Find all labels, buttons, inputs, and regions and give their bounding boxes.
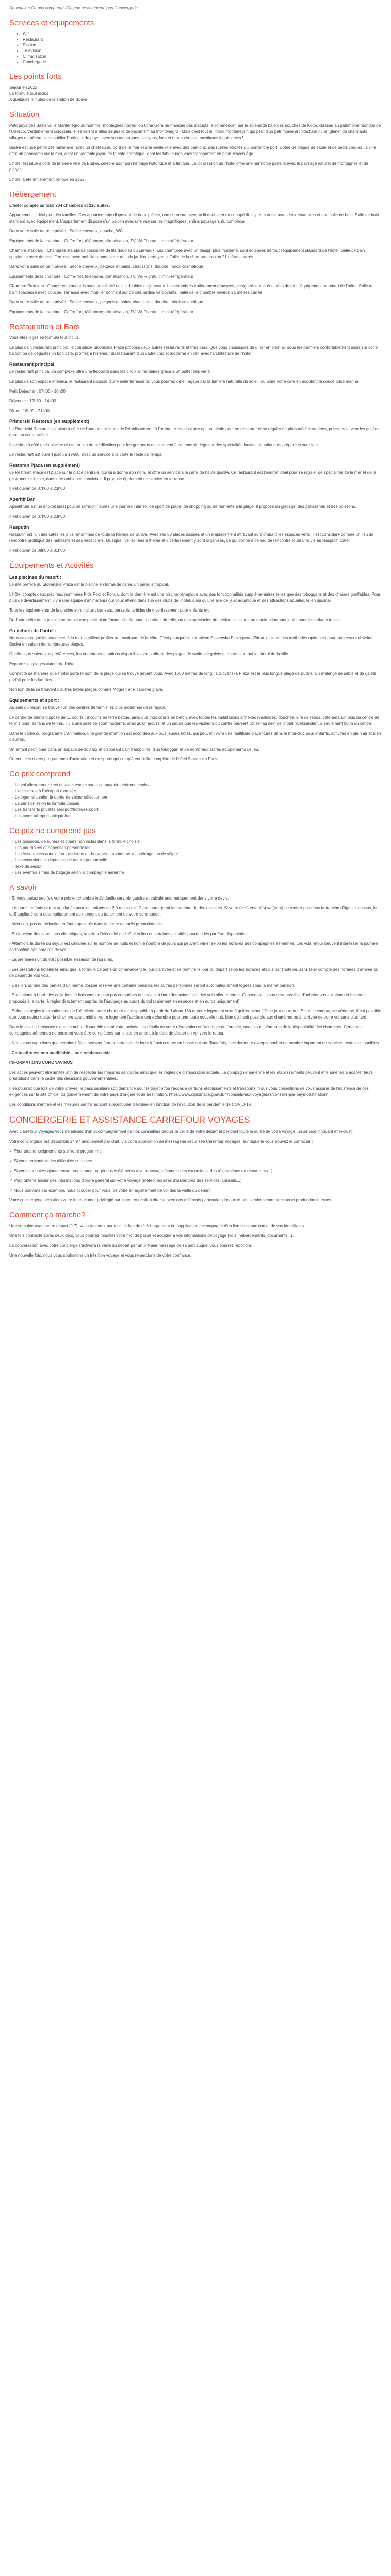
services-list <box>9 31 382 65</box>
dining-section <box>9 323 382 554</box>
strong-points-title: Les points forts <box>9 72 62 81</box>
activities-subtitle: En dehors de l'hôtel : <box>9 628 57 633</box>
lodging-paragraph: Appartement : Idéal pour les familles. Ces appartements disposent de deux pièces, une chambre avec un lit double et un canapé-lit. Il y en a aussi avec deux chambres et une salle de bain. Salle de bain standard avec équipement. L'appartement dispose d'un balcon avec une vue sur les magnifiques jardins paysagers du complexe. <box>9 213 379 224</box>
activities-paragraph: Ce sont ces divers programmes d'animation et de sports qui complètent l'offre complète de l'hôtel Slovenska Plaza. <box>9 757 220 761</box>
activities-paragraph: Nous savons que les vacances à la mer signifient profiter au maximum de la côte. C'est pourquoi le complexe Slovenska Plaza peut offrir aux clients des méthodes optimales pour tous ceux qui visitent Budva en saison de nombreuses plages. <box>9 636 375 647</box>
dining-subtitle: Restoran Pjaca (en supplément) <box>9 463 80 468</box>
lodging-paragraph: Equipements de la chambre : Coffre-fort, téléphone, climatisation, TV, Wi-Fi gratuit, mini-réfrigérateur <box>9 274 193 279</box>
list-item: - Le vol aller/retour direct ou avec escale sur la compagnie aérienne choisie <box>12 783 151 787</box>
concierge-section <box>9 1115 382 1204</box>
product-description <box>0 0 391 1259</box>
list-item: - Le logement selon la durée de séjour sélectionnée <box>12 795 107 800</box>
concierge-check-item: ✓ Pour tous renseignements sur votre programme <box>9 1149 102 1154</box>
dining-paragraph: Il se situe à côté de la piscine et est un lieu de prédilection pour les gourmets qui viennent à cet endroit déguster des spécialités locales et nationales préparées sur place. <box>9 443 320 447</box>
list-item: - L'assistance à l'aéroport d'arrivée <box>12 789 76 793</box>
price-excludes-title: Ce prix ne comprend pas <box>9 826 96 835</box>
lodging-paragraph: Equipements de la chambre : Coffre-fort, téléphone, climatisation, TV, Wi-Fi gratuit, mini-réfrigérateur <box>9 239 193 243</box>
note-paragraph: - Selon les règles internationales de l'hôtellerie, votre chambre est disponible à partir de 14h ou 15h et votre logement sera à quitter avant 12h le jour du retour. Selon la compagnie aérienne, il est possible que vous deviez quitter la chambre avant midi et votre logement l'accès à votre chambre pour une toute nouvelle nuit, bien qu'il soit possible aux chambres ou à l'arrivée de votre vol sans plus tard. <box>9 1009 382 1020</box>
list-item: - Les Assurances annulation - assistance - bagages - rapatriement - prolongation de séjour <box>12 852 178 856</box>
list-item: - La pension selon la formule choisie <box>12 801 79 806</box>
activities-subtitle: Équipements et sport : <box>9 698 60 703</box>
covid-title: INFORMATIONS CORONAVIRUS <box>9 1060 73 1065</box>
price-includes-list <box>9 782 382 819</box>
covid-paragraph: Les accès peuvent être limités afin de respecter les mesures sanitaires ainsi que les règles de distanciation sociale. La compagnie aérienne et les établissements peuvent être amenés à adapter leurs prestations dans le cadre des décisions gouvernementales. <box>9 1070 373 1081</box>
concierge-title: CONCIERGERIE ET ASSISTANCE CARREFOUR VOYAGES <box>9 1115 250 1125</box>
dining-hours: Dîner : 18h00 - 21h00 <box>9 409 50 413</box>
strong-points-section <box>9 72 382 103</box>
how-paragraph: Une semaine avant votre départ (J-7), vous recevrez par mail, le lien de téléchargement de l'application accompagné d'un lien de connexion et de vos identifiants. <box>9 1224 305 1228</box>
dining-paragraph: Il est ouvert de 07h00 à 23h00. <box>9 486 67 491</box>
dining-paragraph: Vous êtes logés en formule tout inclus. <box>9 335 80 340</box>
concierge-paragraph: Votre conciergerie est disponible 24h/7 uniquement par chat, via votre application de messagerie sécurisée Carrefour Voyages, sur laquelle vous pouvez le contacter : <box>9 1139 313 1144</box>
activities-paragraph: Au sein du resort, se trouve l'un des centres de tennis les plus modernes de la région. <box>9 705 166 710</box>
concierge-check-item: ✓ Si vous souhaitez ajouter votre programme ou gérer des éléments à votre voyage (comme des excursions, des réservations de restaurants...) <box>9 1168 273 1173</box>
dining-subtitle: Rasputin <box>9 524 29 530</box>
dining-paragraph: Il est ouvert de 07h00 à 23h00. <box>9 514 67 519</box>
covid-paragraph: Il se pourrait que lors de votre arrivée, le pass sanitaire soit demandé pour le trajet et/ou l'accès à certains établissements et transports. Nous vous conseillons de vous assurer de l'existence de ces exigences sur le site officiel du gouvernement de votre pays d'origine et de destination, https://www.diplomatie.gouv.fr/fr/conseils-aux-voyageurs/conseils-par-pays-destination/ <box>9 1086 369 1097</box>
activities-paragraph: Explorez les plages autour de l'hôtel : <box>9 662 78 666</box>
breadcrumb: Description Ce prix comprend / Ce prix ne comprend pas Conciergerie <box>9 6 138 10</box>
price-excludes-list <box>9 839 382 876</box>
concierge-paragraph: Avec Carrefour Voyages vous bénéficiez d'un accompagnement de nos conseillers depuis la veille de votre départ et pendant toute la durée de votre voyage, un service innovant et exclusif. <box>9 1129 354 1134</box>
concierge-check-item: ✓ Si vous rencontrez des difficultés sur place <box>9 1159 92 1163</box>
situation-paragraph: Budva est une petite cité millénaire, avec un château au bord de la mer et une vieille ville avec des bastions, des ruelles étroites qui bordent le port. Dotée de plages de sable et de petits criques, la ville offre un panorama sur la mer, c'est un véritable joyau de la côte adriatique, dont les fabuleuses vues transportent en plein Moyen Âge. <box>9 145 376 156</box>
dining-subtitle: Primorski Restoran (en supplément) <box>9 419 90 424</box>
concierge-check-item: ✓ Pour obtenir ancier des informations d'ordre général sur votre voyage (météo, horaires d'ouvertures des services, conseils...) <box>9 1178 242 1183</box>
dining-paragraph: Il est ouvert de 08h00 à 01h00. <box>9 548 67 553</box>
services-section <box>9 19 382 65</box>
situation-paragraph: L'hôtel est situé à côté de la vieille ville de Budva, célèbre pour son héritage historique et artistique. La localisation de l'hôtel offre une harmonie parfaite avec le paysage naturel de montagnes et de plages. <box>9 161 368 172</box>
list-item: • Conciergerie <box>23 59 382 65</box>
note-paragraph: - En fonction des conditions climatiques, la ville a l'efficacité de l'hôtel et lieu et certaines activités pourront les par être disponibles. <box>9 931 248 936</box>
activities-paragraph: Connecté de manière que l'hôtel porte le nom de la plage qui se trouve devant vous. Avec 1600 mètres de long, la Slovenska Plaza est la plus longue plage de Budva. Un mélange de sable et de galets : parfait pour les familles. <box>9 671 379 682</box>
activities-paragraph: Tous les équipements de la piscine sont inclus : transats, parasols, articles de divertissement pour enfants etc. <box>9 608 211 613</box>
activities-section <box>9 561 382 762</box>
list-item: - Les boissons, déjeuners et dîners non inclus dans la formule choisie <box>12 839 140 844</box>
price-excludes-section <box>9 826 382 876</box>
note-paragraph: - Attention, la durée du séjour est calculée sur le nombre de nuits et non le nombre de jours qui peuvent varier selon les horaires des compagnies aériennes. Les vols retour peuvent intéresser la journée en fonction des horaires de vol. <box>9 941 378 952</box>
activities-paragraph: Dans le cadre du programme d'animation, une grande attention est accordée aux plus jeunes hôtes, qui peuvent vivre une multitude d'aventures dans le mini-club pour enfants, activités en plein air et bien d'autres. <box>9 731 381 742</box>
lodging-paragraph: Dans votre salle de bain privée : Sèche-cheveux, douche, WC <box>9 229 123 233</box>
covid-paragraph: Les conditions d'entrée et les mesures sanitaires sont susceptibles d'évoluer en fonction de l'évolution de la pandémie de COVID-19. <box>9 1102 252 1107</box>
dining-title: Restauration et Bars <box>9 323 80 331</box>
note-paragraph: - Les prestations hôtelières ainsi que la formule de pension commencent le jour d'arrivée et se termine le jour du départ selon les horaires établis par l'hôtelier, sans tenir compte des horaires d'arrivée ou de départ de vos vols. <box>9 967 379 978</box>
concierge-paragraph: Votre conciergerie sera alors votre interlocuteur privilégié sur place en relation directe avec nos différents partenaires locaux et nos services commerciaux et production internes. <box>9 1198 332 1202</box>
how-paragraph: Une fois connecté après deux clics, vous pourrez modifier votre mot de passe et accéder à vos informations de voyage (vols, hébergements, documents...). <box>9 1233 294 1238</box>
lodging-paragraph: Dans votre salle de bain privée : Sèche-cheveux, peignoir et bains, chaussons, douche, miroir cosmétique <box>9 264 203 269</box>
note-paragraph: - Attention, pas de réduction enfant applicable dans le cadre de tarifs promotionnels. <box>9 922 163 926</box>
activities-paragraph: Non loin de là se trouvent d'autres belles plages comme Mogren et Ričardova glava. <box>9 687 164 692</box>
dining-paragraph: Le Primorski Restoran est situé à côté de l'une des piscines de l'établissement, à l'ombre, c'est ainsi une option idéale pour se restaurer et se régaler de plats méditerranéens, poissons et viandes grillées, dans un cadre raffiné. <box>9 427 381 437</box>
dining-paragraph: En plus d'un restaurant principal, le complexe Slovenska Plaza propose deux autres restaurants et trois bars. Que vous choisissiez de dîner en plein air sous les palmiers confortablement assis sur votre balcon ou de déguster un bon café, profitez à l'intérieur du restaurant d'un cadre chic et moderne en lien avec l'architecture de l'hôtel. <box>9 345 378 356</box>
list-item: La formule tout inclus <box>9 91 49 96</box>
situation-title: Situation <box>9 110 40 119</box>
list-item: - Les éventuels frais de bagage selon la compagnie aérienne <box>12 870 124 875</box>
lodging-paragraph: Chambre Premium : Chambres standards avec possibilité de lits doubles ou jumeaux. Les chambres entièrement rénovées, design récent et équipées de tout l'équipement standard de l'hôtel. Salle de bain spacieuse avec douche. Terrasse avec mobilier donnant sur de jolis jardins verdoyants. Taille de la chambre environ 21 mètres carrés. <box>9 284 374 295</box>
list-item: Séjour en 2022 <box>9 85 38 90</box>
list-item: • Climatisation <box>23 54 382 59</box>
situation-section <box>9 110 382 183</box>
dining-hours: Déjeuner : 12h30 - 14h00 <box>9 399 56 403</box>
activities-paragraph: Un enfant peut jouer dans un espace de 300 m2 et disposant d'un trampoline, d'un toboggan et de nombreux autres équipements de jeu. <box>9 747 259 752</box>
dining-subtitle: Aperitif Bar <box>9 497 35 502</box>
dining-paragraph: En plus de son espace intérieur, le restaurant dispose d'une belle terrasse où vous pourrez dîner, égayé par la lumière naturelle du soleil, ou boire votre café en écoutant la douce brise marine. <box>9 379 360 384</box>
situation-paragraph: L'hôtel a été entièrement rénové en 2022. <box>9 177 86 182</box>
activities-paragraph: Le site préféré du Slovenska Plaza est la piscine en forme de carré, un paradis tropical. <box>9 582 169 587</box>
dining-paragraph: Rasputin est l'un des cafés les plus renommés de toute la Riviera de Budva. Avec ses 50 places assises et un emplacement attrayant surplombant les espaces verts, il est considéré comme un lieu de rencontre prolifique des habitants et des vacanciers. Musique live, soirées à thème et divertissement y sont organisés, ce qui donne à ce lieu de rencontre toute une vie au Rasputin Café. <box>9 532 374 543</box>
strong-points-list <box>9 84 382 103</box>
activities-paragraph: Le centre de tennis dispose de 11 courts ; 8 courts en terre battue, ainsi que trois courts en béton, avec toutes les installations annexes (vestiaires, douches, aire de repos, café-bar). En plus du centre de tennis pour les fans de tennis, il y a une salle de sport moderne, ainsi qu'un jacuzzi et un sauna que les visiteurs du centre peuvent utiliser au sein de l'hôtel "Aleksandar", à seulement 50 m du centre. <box>9 715 380 726</box>
lodging-section <box>9 190 382 315</box>
how-it-works-title: Comment ça marche? <box>9 1211 86 1219</box>
concierge-check-item: ✓ Nous pouvons par exemple, nous occuper pour vous, de votre enregistrement de vol dès la veille du départ <box>9 1188 210 1193</box>
price-includes-section <box>9 770 382 819</box>
lodging-paragraph: Chambre standard : Chambres standards possibilité de lits doubles ou jumeaux. Les chambres avec un design plus moderne, sont équipées de tout l'équipement standard de l'hôtel. Salle de bain spacieuse avec douche. Terrasse avec mobilier donnant sur de jolis jardins verdoyants. Taille de la chambre environ 21 mètres carrés. <box>9 248 365 259</box>
activities-subtitle: Les piscines du resort : <box>9 574 62 580</box>
dining-subtitle: Restaurant principal <box>9 362 55 367</box>
lodging-paragraph: Equipements de la chambre : Coffre-fort, téléphone, climatisation, TV, Wi-Fi gratuit, mini-réfrigérateur <box>9 310 193 314</box>
note-paragraph: - Les tarifs enfants seront appliqués pour les enfants de 2 à moins de 12 ans partageant la chambre de deux adultes. Si votre (vos) enfant(s) va (vont) ne rentrer pas dans la tranche d'âges ci-dessus, le tarif appliqué sera automatiquement au moment du traitement de votre commande. <box>9 906 377 917</box>
dining-paragraph: Aperitif Bar est un endroit idéal pour se rafraîchir après une journée intense, de sport de plage, de shopping ou de farniente à la plage. Il propose du glâcage, des pâtisseries et des boissons. <box>9 504 356 509</box>
list-item: • Wifi <box>23 31 382 37</box>
list-item: • Télévision <box>23 48 382 54</box>
dining-paragraph: Le restaurant est ouvert jusqu'à 19h00, avec un service à la carte le reste du temps. <box>9 452 163 457</box>
note-paragraph: - Prestations à bord : les collations et boissons ne sont pas comprises en service à bord des avions lors des vols aller et retour. Cependant il vous sera possible d'acheter vos collations et boissons proposés à la carte, à régler directement auprès de l'équipage au cours du vol (paiement en espèces et en euros uniquement). <box>9 993 367 1004</box>
how-paragraph: La conversation avec votre concierge s'activera la veille du départ par un premier message de sa part auquel vous pourrez répondre. <box>9 1243 253 1248</box>
situation-paragraph: Petit pays des Balkans, le Monténégro surnommé "montagnes noires" ou Crna Gora ne manque pas d'atouts, à commencer, par la splendide baie des bouches de Kotor, classée au patrimoine mondial de l'Unesco. Véritablement colossale, elles valent à elles seules le déplacement au Monténégro ! Mais c'est tout le littoral monténégrin qui peut d'un patrimoine architectural riche, glaner de charmants villages de pêche, sans oublier l'intérieur du pays, avec ses montagnes, canyons, lacs et monastères et mystiques inoubliables ! <box>9 123 381 140</box>
list-item: • Piscine <box>23 42 382 48</box>
how-paragraph: Une nouvelle fois, nous vous souhaitons un très bon voyage et vous remercions de votre confiance. <box>9 1253 192 1258</box>
dining-paragraph: Le restaurant principal du complexe offre une flexibilité dans les choix alimentaires grâce à un buffet très varié. <box>9 369 211 374</box>
list-item: A quelques minutes de la station de Budva <box>9 97 88 102</box>
services-title: Services et équipements <box>9 19 94 27</box>
activities-paragraph: Quelles que soient vos préférences, les nombreuses options disponibles vous offrent des plages de sable, de galets et autres sur tout le littoral de la ville. <box>9 652 289 656</box>
lodging-paragraph: L'hôtel compte au total 734 chambres et 220 suites. <box>9 203 110 208</box>
covid-info-section <box>9 1050 382 1108</box>
note-paragraph: - Nous vous rappelons que certains hôtels peuvent fermer certaines de leurs infrastructures en basse saison. Toutefois, ceci demeure exceptionnel et un nombre important de services restent disponibles. <box>9 1041 380 1045</box>
dining-paragraph: Le Restoran Pjaca est placé sur la place centrale, qui lui a donné son nom, et offre un service à la carte de haute qualité. Ce restaurant est l'endroit idéal pour se régaler de spécialités de la mer et de la gastronomie locale, dans une ambiance conviviale. Il propose également un service en terrasse. <box>9 470 377 481</box>
activities-paragraph: De l'autre côté de la piscine se trouve une petite plate-forme utilisée pour la partie culturelle, où des spectacles de théâtre classique ou d'animation sont joués pour les enfants le soir. <box>9 618 341 622</box>
activities-title: Équipements et Activités <box>9 561 94 570</box>
list-item: - Les excursions et dépenses de nature personnelle <box>12 858 107 862</box>
price-includes-title: Ce prix comprend <box>9 770 71 778</box>
lodging-title: Hébergement <box>9 190 56 199</box>
list-item: • Restaurant <box>23 37 382 42</box>
good-to-know-title: A savoir <box>9 883 37 892</box>
dining-hours: Petit Déjeuner : 07h00 - 10h00 <box>9 389 66 394</box>
list-item: - Les transferts privatifs aéroport/hôtel/aéroport <box>12 807 99 812</box>
note-paragraph: - La première nuit du vol : possible en raison de horaires. <box>9 957 113 962</box>
note-paragraph: Dans le cas de l'absence d'une chambre disponible avant votre arrivée, les détails de votre réservation et l'acompte de l'arrivée, nous vous informons de la disponibilité des chambres. Certaines compagnies aériennes ne pourront vous être complétées sur le site en amont à la date de départ en vol vers le retour. <box>9 1025 362 1036</box>
note-paragraph: - Si vous partez seul(e), votre prix en chambre individuelle sera obligatoire et calculé automatiquement dans votre devis. <box>9 896 229 901</box>
lodging-paragraph: Dans votre salle de bain privée : Sèche-cheveux, peignoir et bains, chaussons, douche, miroir cosmétique <box>9 300 203 304</box>
list-item: - Les taxes aéroport obligatoires <box>12 814 72 818</box>
note-paragraph: - Dès lors qu'une des parties d'un même dossier réserve une certaine pension, les autres personnes seront automatiquement logées sous la même pension. <box>9 983 296 988</box>
list-item: - Taxe de séjour <box>12 864 42 869</box>
good-to-know-section <box>9 883 382 1046</box>
how-it-works-section <box>9 1211 382 1259</box>
non-refundable-note: - Cette offre est non modifiable – non remboursable <box>9 1050 111 1055</box>
list-item: - Les pourboires et dépenses personnelles <box>12 845 91 850</box>
activities-paragraph: L'hôtel compte deux piscines, nommées Kids Pool et Fonda, dont la dernière est une piscine olympique avec des fonctionnalités supplémentaires telles que des toboggans et des chaises gonflables. Pour plus de divertissement, il y a une équipe d'animateurs qui vous attend dans l'un des clubs de l'hôtel, ainsi qu'une aire de jeux aquatique et des attractions aquatiques en piscine. <box>9 592 381 603</box>
